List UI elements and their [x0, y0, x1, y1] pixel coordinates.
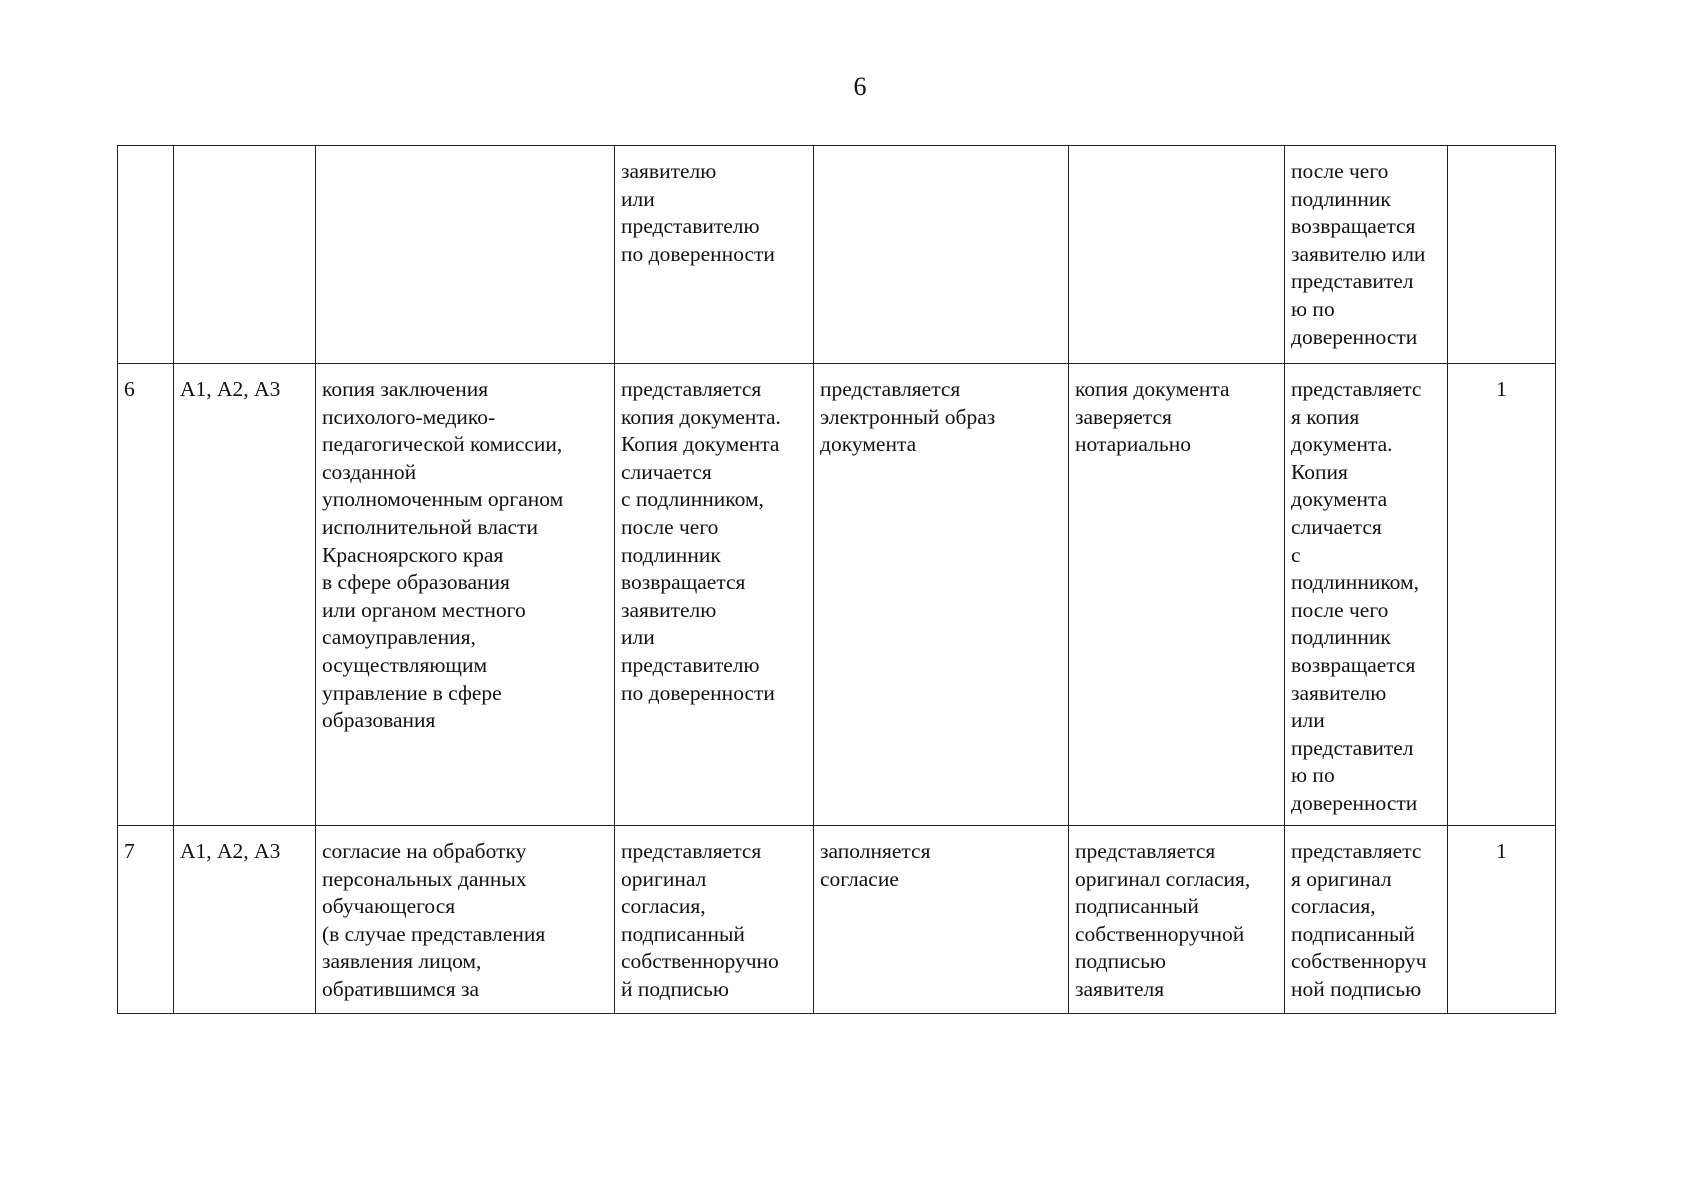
- mfc-submission-cell: представляетс я оригинал согласия, подписанный собственноруч ной подписью: [1285, 826, 1448, 1014]
- mail-submission-cell: представляется оригинал согласия, подписанный собственноручной подписью заявителя: [1069, 826, 1285, 1014]
- electronic-submission-cell: заполняется согласие: [814, 826, 1069, 1014]
- document-name-cell: согласие на обработку персональных данных обучающегося (в случае представления заявления лицом, обратившимся за: [316, 826, 615, 1014]
- page-number: 6: [853, 72, 867, 101]
- personal-submission-cell: представляется оригинал согласия, подписанный собственноручно й подписью: [615, 826, 814, 1014]
- mfc-submission-cell: после чего подлинник возвращается заявителю или представител ю по доверенности: [1285, 146, 1448, 364]
- document-table: [117, 145, 1556, 1014]
- row-number-cell: [118, 146, 174, 364]
- document-name-cell: копия заключения психолого-медико- педагогической комиссии, созданной уполномоченным органом исполнительной власти Красноярского края в сфере образования или органом местного самоуправления, осуществляющим управление в сфере образования: [316, 364, 615, 826]
- count-cell: [1448, 146, 1556, 364]
- count-cell: 1: [1448, 364, 1556, 826]
- applicant-category-cell: [174, 146, 316, 364]
- row-number-cell: 7: [118, 826, 174, 1014]
- mail-submission-cell: копия документа заверяется нотариально: [1069, 364, 1285, 826]
- table-row: [118, 146, 1556, 364]
- row-number-cell: 6: [118, 364, 174, 826]
- applicant-category-cell: А1, А2, А3: [174, 364, 316, 826]
- personal-submission-cell: представляется копия документа. Копия документа сличается с подлинником, после чего подлинник возвращается заявителю или представителю по доверенности: [615, 364, 814, 826]
- applicant-category-cell: А1, А2, А3: [174, 826, 316, 1014]
- mail-submission-cell: [1069, 146, 1285, 364]
- table-row: [118, 826, 1556, 1014]
- electronic-submission-cell: [814, 146, 1069, 364]
- mfc-submission-cell: представляетс я копия документа. Копия документа сличается с подлинником, после чего подлинник возвращается заявителю или представител ю по доверенности: [1285, 364, 1448, 826]
- document-name-cell: [316, 146, 615, 364]
- personal-submission-cell: заявителю или представителю по доверенности: [615, 146, 814, 364]
- count-cell: 1: [1448, 826, 1556, 1014]
- electronic-submission-cell: представляется электронный образ документа: [814, 364, 1069, 826]
- table-row: [118, 364, 1556, 826]
